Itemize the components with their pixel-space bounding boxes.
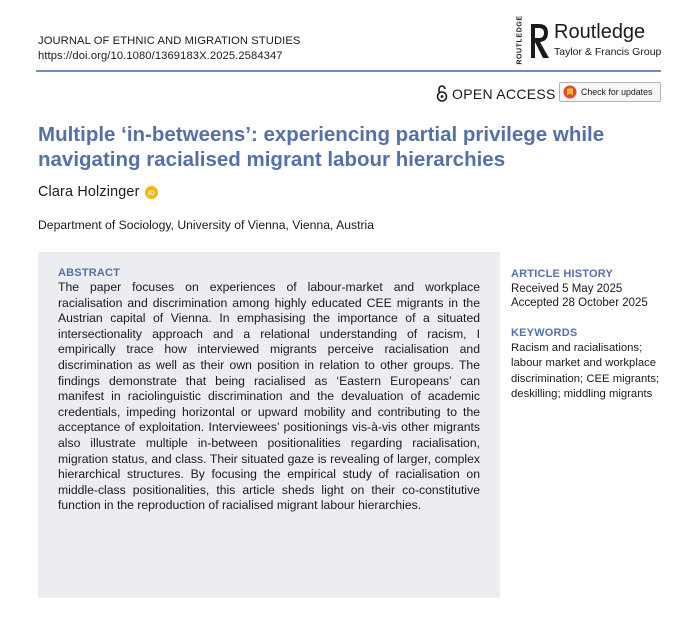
accepted-date: Accepted 28 October 2025 [511, 297, 648, 310]
keywords-section [511, 326, 666, 403]
open-padlock-icon [436, 85, 448, 102]
svg-text:iD: iD [147, 189, 155, 197]
publisher-vertical-text: ROUTLEDGE [516, 15, 524, 65]
article-history [511, 267, 648, 311]
keywords-heading: KEYWORDS [511, 327, 578, 339]
header-divider [36, 70, 661, 72]
journal-name: JOURNAL OF ETHNIC AND MIGRATION STUDIES [38, 35, 301, 47]
publisher-logo [514, 15, 664, 65]
open-access-badge [436, 85, 556, 102]
check-updates-button[interactable] [559, 82, 661, 102]
crossmark-icon [563, 85, 577, 99]
author-name[interactable]: Clara Holzinger [38, 184, 140, 200]
publisher-group: Taylor & Francis Group [554, 46, 662, 58]
article-title: Multiple ‘in-betweens’: experiencing partial privilege while navigating racialised migrant labour hierarchies [38, 123, 605, 171]
abstract-heading: ABSTRACT [58, 267, 121, 279]
journal-header [38, 34, 300, 64]
routledge-logo-icon [528, 20, 550, 60]
check-updates-label: Check for updates [581, 87, 653, 97]
author-affiliation: Department of Sociology, University of Vienna, Vienna, Austria [38, 218, 375, 232]
author-line [38, 184, 158, 200]
doi-link[interactable]: https://doi.org/10.1080/1369183X.2025.2584347 [38, 50, 283, 62]
abstract-text: The paper focuses on experiences of labour-market and workplace racialisation and discrimination among highly educated CEE migrants in the Austrian capital of Vienna. In emphasising the importance of a situated intersectionality approach and a relational understanding of racism, I empirically trace how interviewed migrants perceive racialisation and discrimination as well as their own position in relation to other groups. The findings demonstrate that being racialised as ‘Eastern Europeans’ can manifest in raciolinguistic discrimination and the devaluation of academic credentials, impeding horizontal or upward mobility and contributing to the acceptance of exploitation. Interviewees’ positionings vis-à-vis other migrants also illustrate multiple in-between positionalities regarding racialisation, migration status, and class. Their situated gaze is revealing of larger, complex hierarchical structures. By focusing the empirical study of racialisation on middle-class positionalities, this article sheds light on their co-constitutive function in the reproduction of racialised migrant labour hierarchies. [58, 280, 480, 513]
abstract-section [38, 252, 500, 598]
open-access-label: OPEN ACCESS [452, 85, 556, 102]
orcid-icon[interactable] [145, 186, 158, 199]
keywords-text: Racism and racialisations; labour market and workplace discrimination; CEE migrants; deskilling; middling migrants [511, 341, 660, 401]
publisher-name: Routledge [554, 21, 646, 43]
received-date: Received 5 May 2025 [511, 282, 623, 295]
article-history-heading: ARTICLE HISTORY [511, 268, 614, 280]
